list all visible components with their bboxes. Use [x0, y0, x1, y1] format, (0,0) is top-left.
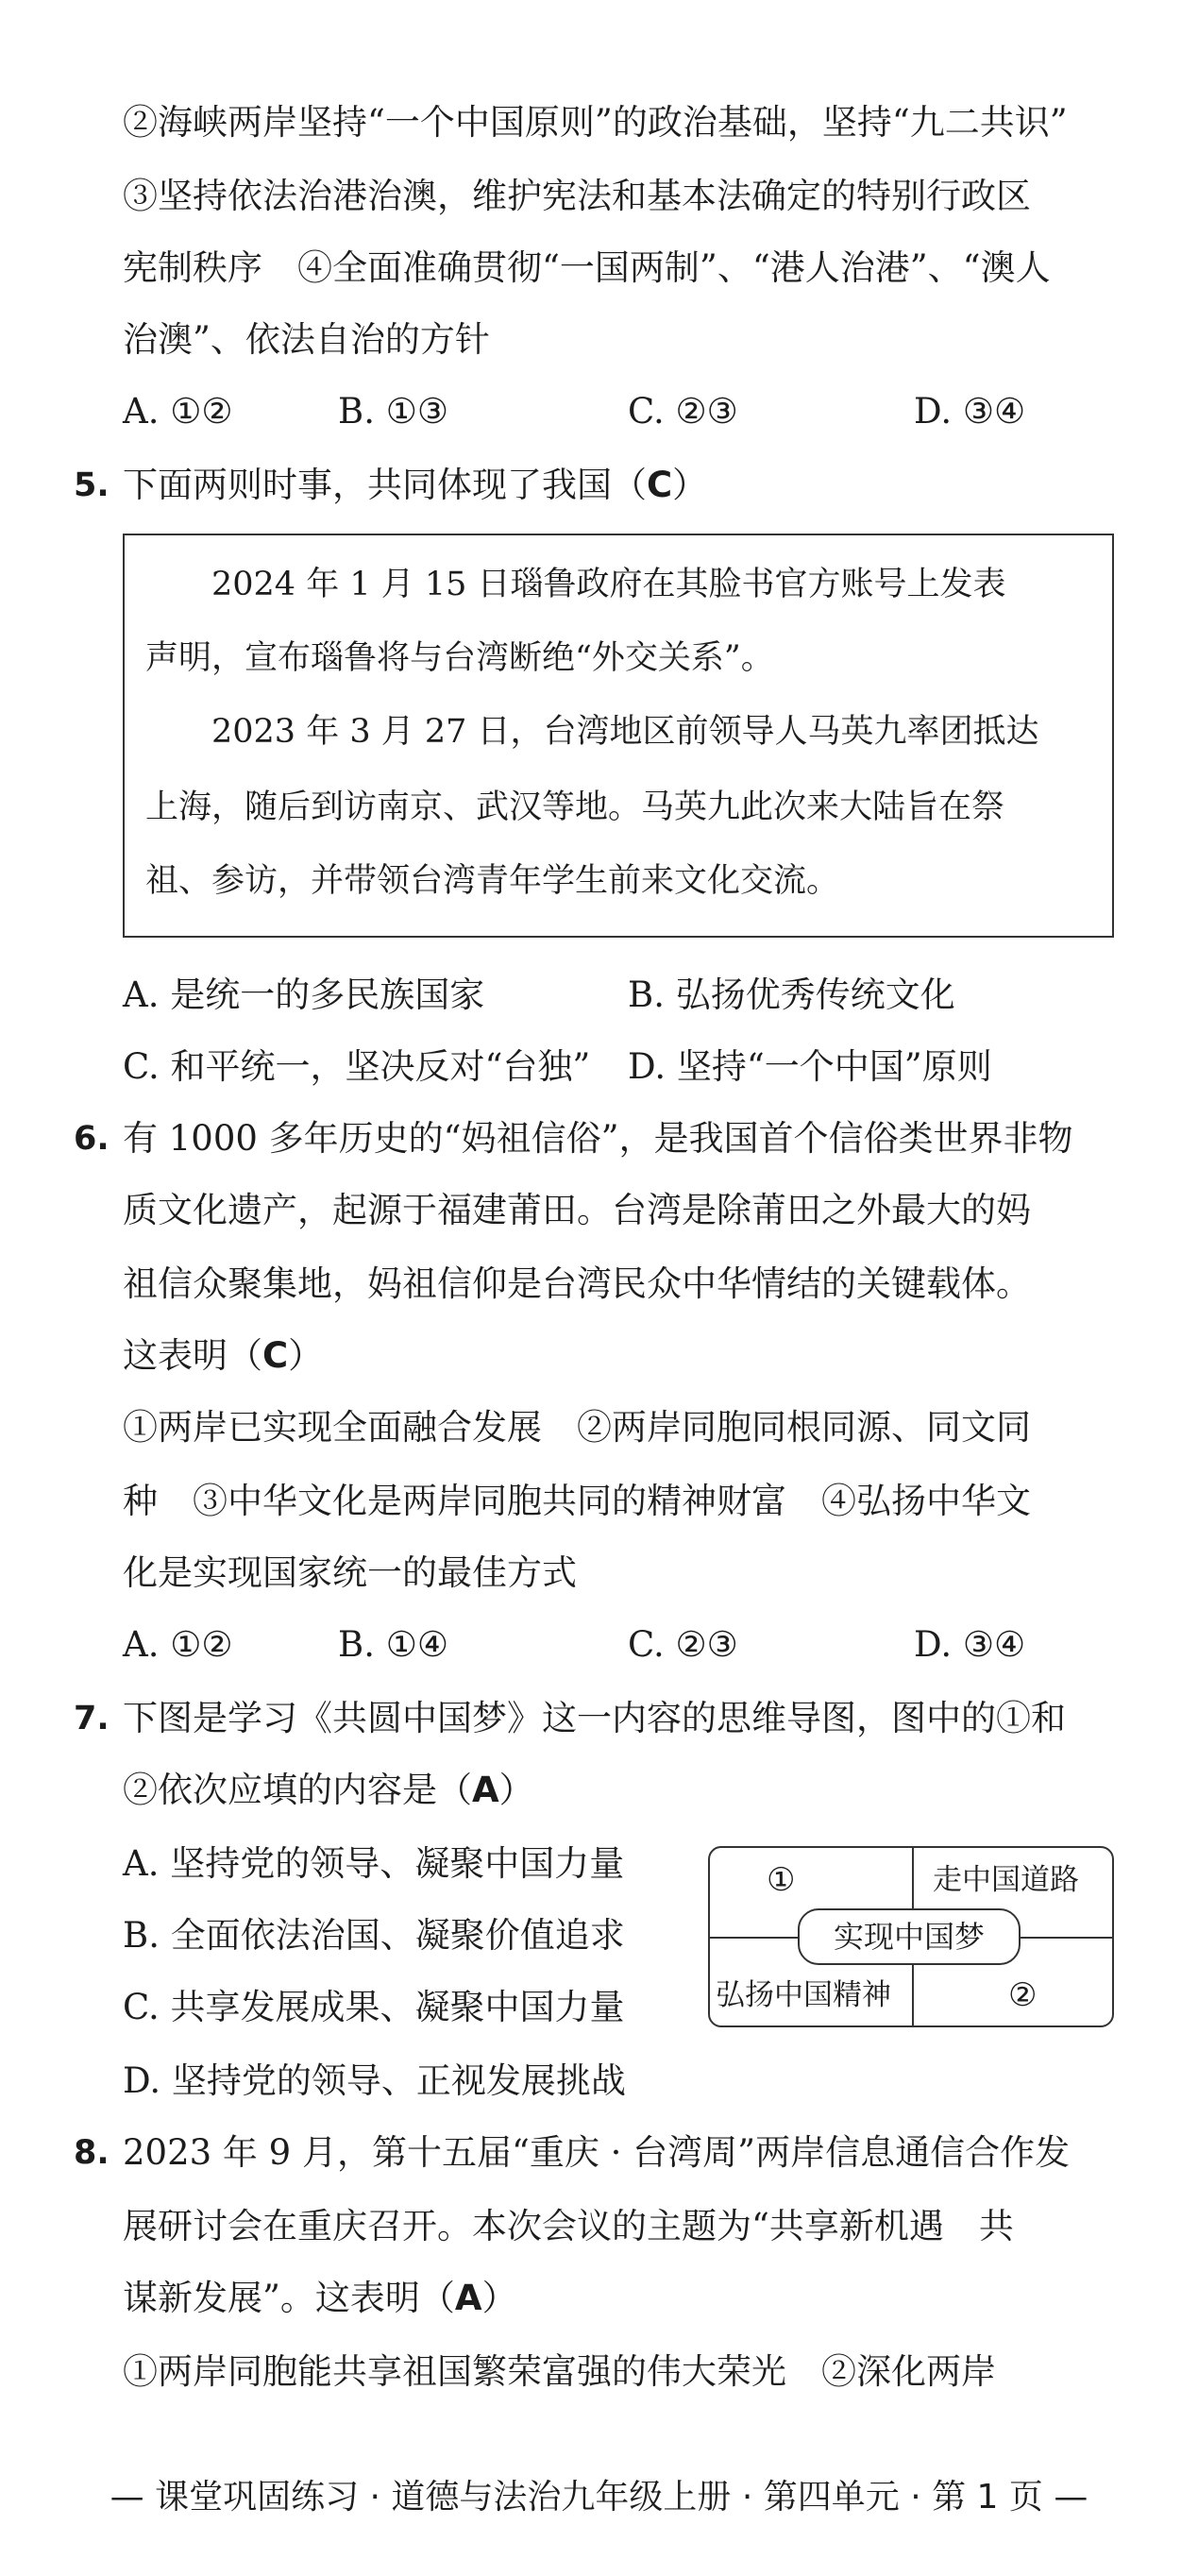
q7-option-a[interactable]: A. 坚持党的领导、凝聚中国力量: [123, 1843, 625, 1884]
q7-option-d[interactable]: D. 坚持党的领导、正视发展挑战: [123, 2060, 626, 2101]
q4-choice-line: 治澳”、依法自治的方针: [123, 319, 490, 360]
q7-number: 7.: [74, 1700, 110, 1737]
q5-box-line: 祖、参访，并带领台湾青年学生前来文化交流。: [145, 862, 840, 900]
q6-option-d[interactable]: D. ③④: [914, 1624, 1026, 1665]
q6-option-b[interactable]: B. ①④: [338, 1624, 449, 1665]
q4-option-a[interactable]: A. ①②: [123, 391, 233, 432]
q6-choice-line: 化是实现国家统一的最佳方式: [123, 1552, 577, 1593]
q6-option-c[interactable]: C. ②③: [628, 1624, 738, 1665]
q6-number: 6.: [74, 1120, 110, 1158]
q8-stem-question: 谋新发展”。这表明（A）: [123, 2278, 517, 2318]
q5-option-b[interactable]: B. 弘扬优秀传统文化: [628, 974, 955, 1015]
q6-stem-line: 祖信众聚集地，妈祖信仰是台湾民众中华情结的关键载体。: [123, 1263, 1031, 1304]
q6-answer: C: [262, 1335, 289, 1376]
q5-box-line: 2023 年 3 月 27 日，台湾地区前领导人马英九率团抵达: [211, 713, 1039, 751]
q8-stem-line: 2023 年 9 月，第十五届“重庆 · 台湾周”两岸信息通信合作发: [123, 2132, 1071, 2173]
q8-choice-line: ①两岸同胞能共享祖国繁荣富强的伟大荣光 ②深化两岸: [123, 2351, 996, 2392]
mind-map-bottom-right: ②: [1008, 1976, 1038, 2014]
q6-choice-line: ①两岸已实现全面融合发展 ②两岸同胞同根同源、同文同: [123, 1407, 1031, 1448]
mind-map-top-left: ①: [767, 1861, 796, 1899]
q7-stem-line: 下图是学习《共圆中国梦》这一内容的思维导图，图中的①和: [123, 1698, 1066, 1738]
q6-stem-line: 有 1000 多年历史的“妈祖信俗”，是我国首个信俗类世界非物: [123, 1118, 1073, 1159]
q4-choice-line: ③坚持依法治港治澳，维护宪法和基本法确定的特别行政区: [123, 176, 1031, 216]
q8-answer: A: [454, 2278, 482, 2318]
q6-choice-line: 种 ③中华文化是两岸同胞共同的精神财富 ④弘扬中华文: [123, 1481, 1031, 1521]
q8-stem-line: 展研讨会在重庆召开。本次会议的主题为“共享新机遇 共: [123, 2206, 1014, 2246]
q5-news-box: [123, 534, 1114, 938]
q8-number: 8.: [74, 2134, 110, 2172]
q5-answer: C: [647, 465, 673, 505]
q4-option-d[interactable]: D. ③④: [914, 391, 1026, 432]
q5-option-c[interactable]: C. 和平统一，坚决反对“台独”: [123, 1046, 591, 1087]
q7-stem-question: ②依次应填的内容是（A）: [123, 1770, 534, 1810]
mind-map: [708, 1846, 1114, 2027]
q7-answer: A: [472, 1770, 499, 1810]
q5-option-d[interactable]: D. 坚持“一个中国”原则: [628, 1046, 992, 1087]
q4-option-c[interactable]: C. ②③: [628, 391, 738, 432]
q4-choice-line: ②海峡两岸坚持“一个中国原则”的政治基础，坚持“九二共识”: [123, 102, 1068, 143]
q6-stem-question: 这表明（C）: [123, 1335, 324, 1376]
q5-box-line: 声明，宣布瑙鲁将与台湾断绝“外交关系”。: [145, 639, 774, 677]
mind-map-center: 实现中国梦: [798, 1908, 1021, 1965]
mind-map-bottom-left: 弘扬中国精神: [716, 1978, 891, 2012]
page-footer: — 课堂巩固练习 · 道德与法治九年级上册 · 第四单元 · 第 1 页 —: [110, 2478, 1088, 2517]
q4-option-b[interactable]: B. ①③: [338, 391, 449, 432]
q5-option-a[interactable]: A. 是统一的多民族国家: [123, 974, 485, 1015]
q4-choice-line: 宪制秩序 ④全面准确贯彻“一国两制”、“港人治港”、“澳人: [123, 247, 1051, 288]
q7-option-c[interactable]: C. 共享发展成果、凝聚中国力量: [123, 1987, 625, 2027]
mind-map-top-right: 走中国道路: [933, 1863, 1079, 1897]
q6-stem-line: 质文化遗产，起源于福建莆田。台湾是除莆田之外最大的妈: [123, 1190, 1031, 1230]
q5-stem: 下面两则时事，共同体现了我国（C）: [123, 465, 708, 505]
q5-number: 5.: [74, 466, 110, 504]
q7-option-b[interactable]: B. 全面依法治国、凝聚价值追求: [123, 1915, 625, 1956]
q5-box-line: 2024 年 1 月 15 日瑙鲁政府在其脸书官方账号上发表: [211, 566, 1006, 603]
q5-box-line: 上海，随后到访南京、武汉等地。马英九此次来大陆旨在祭: [145, 788, 1005, 826]
q6-option-a[interactable]: A. ①②: [123, 1624, 233, 1665]
